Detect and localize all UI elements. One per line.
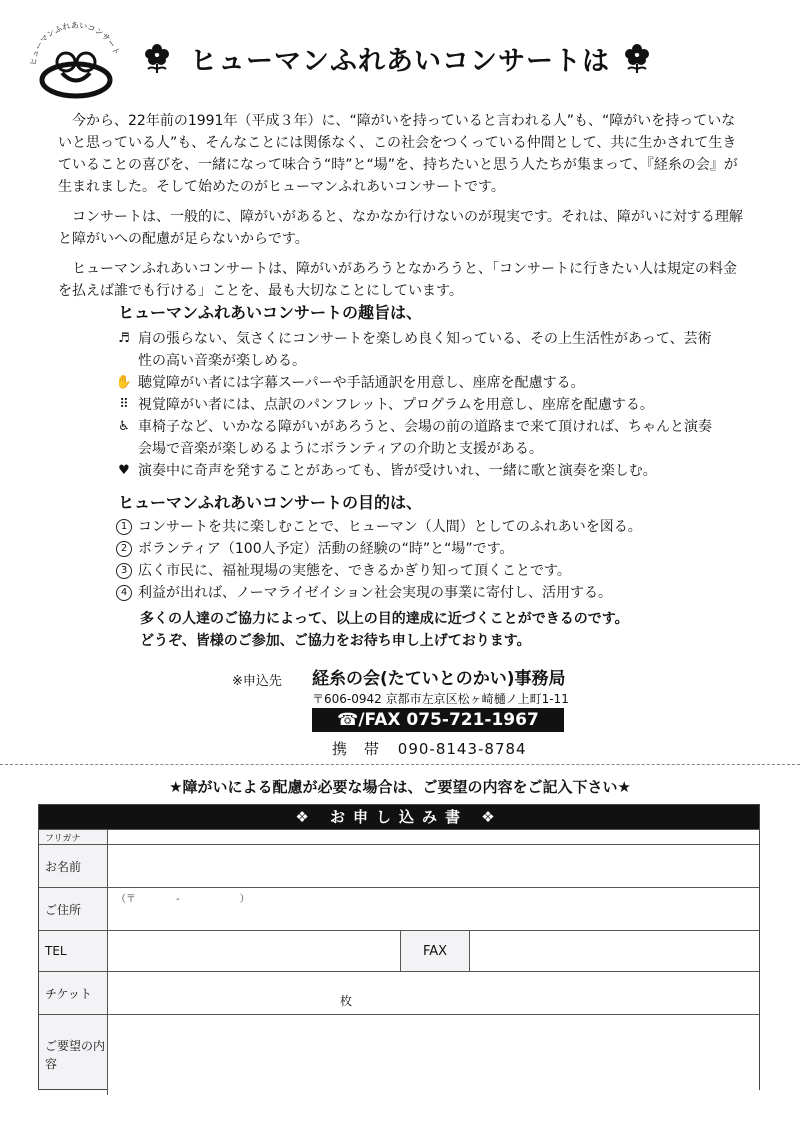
organization-name: 経糸の会(たていとのかい)事務局 [312, 669, 566, 689]
page-title-wrap [140, 38, 660, 78]
list-item [116, 394, 716, 416]
logo-arc-text: ヒューマンふれあいコンサート [28, 20, 122, 67]
tel-field[interactable] [107, 931, 400, 971]
cut-line [0, 764, 800, 765]
request-row [39, 1014, 759, 1095]
intro-paragraph: コンサートは、一般的に、障がいがあると、なかなか行けないのが現実です。それは、障がいに対する理解と障がいへの配慮が足らないからです。 [58, 209, 743, 247]
mobile-number-line [332, 738, 527, 759]
form-heading: ❖ お申し込み書 ❖ [39, 805, 759, 829]
goals-list [116, 516, 716, 604]
furigana-row [39, 829, 759, 844]
closing-line: どうぞ、皆様のご参加、ご協力をお待ち申し上げております。 [140, 633, 531, 649]
purpose-heading: ヒューマンふれあいコンサートの趣旨は、 [118, 303, 423, 322]
purpose-list [116, 328, 716, 482]
list-item-text: 利益が出れば、ノーマライゼイション社会実現の事業に寄付し、活用する。 [138, 585, 613, 601]
tel-fax-row [39, 930, 759, 971]
list-item [116, 560, 716, 582]
number-badge: 4 [116, 585, 132, 601]
apply-label: ※申込先 [232, 674, 282, 689]
logo-graphic [24, 18, 128, 102]
intro-text [58, 110, 748, 310]
request-field[interactable] [107, 1015, 759, 1095]
furigana-field[interactable] [107, 830, 759, 844]
fax-label: FAX [400, 931, 469, 971]
address-row [39, 887, 759, 930]
list-item-text: 視覚障がい者には、点訳のパンフレット、プログラムを用意し、座席を配慮する。 [138, 397, 654, 413]
intro-paragraph: 今から、22年前の1991年（平成３年）に、“障がいを持っていると言われる人”も、“障がいを持っていないと思っている人”も、そんなことには関係なく、この社会をつくっている仲間として、共に生かされて生きていることの喜びを、一緒になって味合う“時”と“場”を、持ちたいと思う人たちが集まって、『経糸の会』が生まれました。そして始めたのがヒューマンふれあいコンサートです。 [58, 113, 738, 195]
number-badge: 1 [116, 519, 132, 535]
list-item [116, 582, 716, 604]
page-title: ヒューマンふれあいコンサートは [190, 45, 610, 77]
music-note-icon: ♬ [118, 331, 130, 346]
wheelchair-icon: ♿ [118, 419, 130, 434]
list-item-text: 聴覚障がい者には字幕スーパーや手話通訳を用意し、座席を配慮する。 [138, 375, 585, 391]
ticket-row [39, 971, 759, 1014]
heart-icon: ♥ [118, 463, 130, 478]
list-item-text: ボランティア（100人予定）活動の経験の“時”と“場”です。 [138, 541, 514, 557]
closing-message [140, 608, 740, 652]
list-item [116, 460, 716, 482]
number-badge: 2 [116, 541, 132, 557]
list-item-text: コンサートを共に楽しむことで、ヒューマン（人間）としてのふれあいを図る。 [138, 519, 642, 535]
goals-heading: ヒューマンふれあいコンサートの目的は、 [118, 493, 423, 512]
mobile-label: 携 帯 [332, 740, 381, 758]
name-label: お名前 [45, 859, 82, 874]
furigana-label: フリガナ [45, 833, 81, 844]
closing-line: 多くの人達のご協力によって、以上の目的達成に近づくことができるのです。 [140, 611, 629, 627]
ticket-unit: 枚 [340, 994, 353, 1008]
request-label: ご要望の内容 [45, 1039, 106, 1071]
ticket-label: チケット [45, 986, 92, 1001]
list-item [116, 516, 716, 538]
postal-code-hint: （〒 - ） [116, 894, 250, 905]
list-item-text: 演奏中に奇声を発することがあっても、皆が受けいれ、一緒に歌と演奏を楽しむ。 [138, 463, 657, 479]
number-badge: 3 [116, 563, 132, 579]
list-item-text: 広く市民に、福祉現場の実態を、できるかぎり知って頂くことです。 [138, 563, 571, 579]
address-label: ご住所 [45, 902, 82, 917]
tel-label: TEL [45, 944, 67, 958]
application-form [38, 804, 760, 1090]
logo [24, 18, 128, 102]
list-item-text: 肩の張らない、気さくにコンサートを楽しめ良く知っている、その上生活性があって、芸術性の高い音楽が楽しめる。 [138, 331, 712, 369]
list-item [116, 328, 716, 372]
ticket-field[interactable] [107, 972, 759, 1014]
fax-field[interactable] [469, 931, 759, 971]
name-field[interactable] [107, 845, 759, 887]
name-row [39, 844, 759, 887]
list-item-text: 車椅子など、いかなる障がいがあろうと、会場の前の道路まで来て頂ければ、ちゃんと演奏会場で音楽が楽しめるようにボランティアの介助と支援がある。 [138, 419, 712, 457]
tel-fax-number[interactable]: ☎/FAX 075-721-1967 [312, 708, 564, 732]
notice-text: ★障がいによる配慮が必要な場合は、ご要望の内容をご記入下さい★ [169, 778, 631, 796]
postal-address: 〒606-0942 京都市左京区松ヶ崎樋ノ上町1-11 [312, 692, 569, 706]
list-item [116, 416, 716, 460]
address-field[interactable] [107, 888, 759, 930]
hand-sign-icon: ✋ [115, 375, 133, 390]
mobile-number[interactable]: 090-8143-8784 [397, 740, 527, 758]
flower-icon [622, 40, 652, 74]
list-item [116, 538, 716, 560]
intro-paragraph: ヒューマンふれあいコンサートは、障がいがあろうとなかろうと、「コンサートに行きたい人は規定の料金を払えば誰でも行ける」ことを、最も大切なことにしています。 [58, 261, 737, 299]
list-item [116, 372, 716, 394]
braille-icon: ⠿ [119, 397, 129, 412]
